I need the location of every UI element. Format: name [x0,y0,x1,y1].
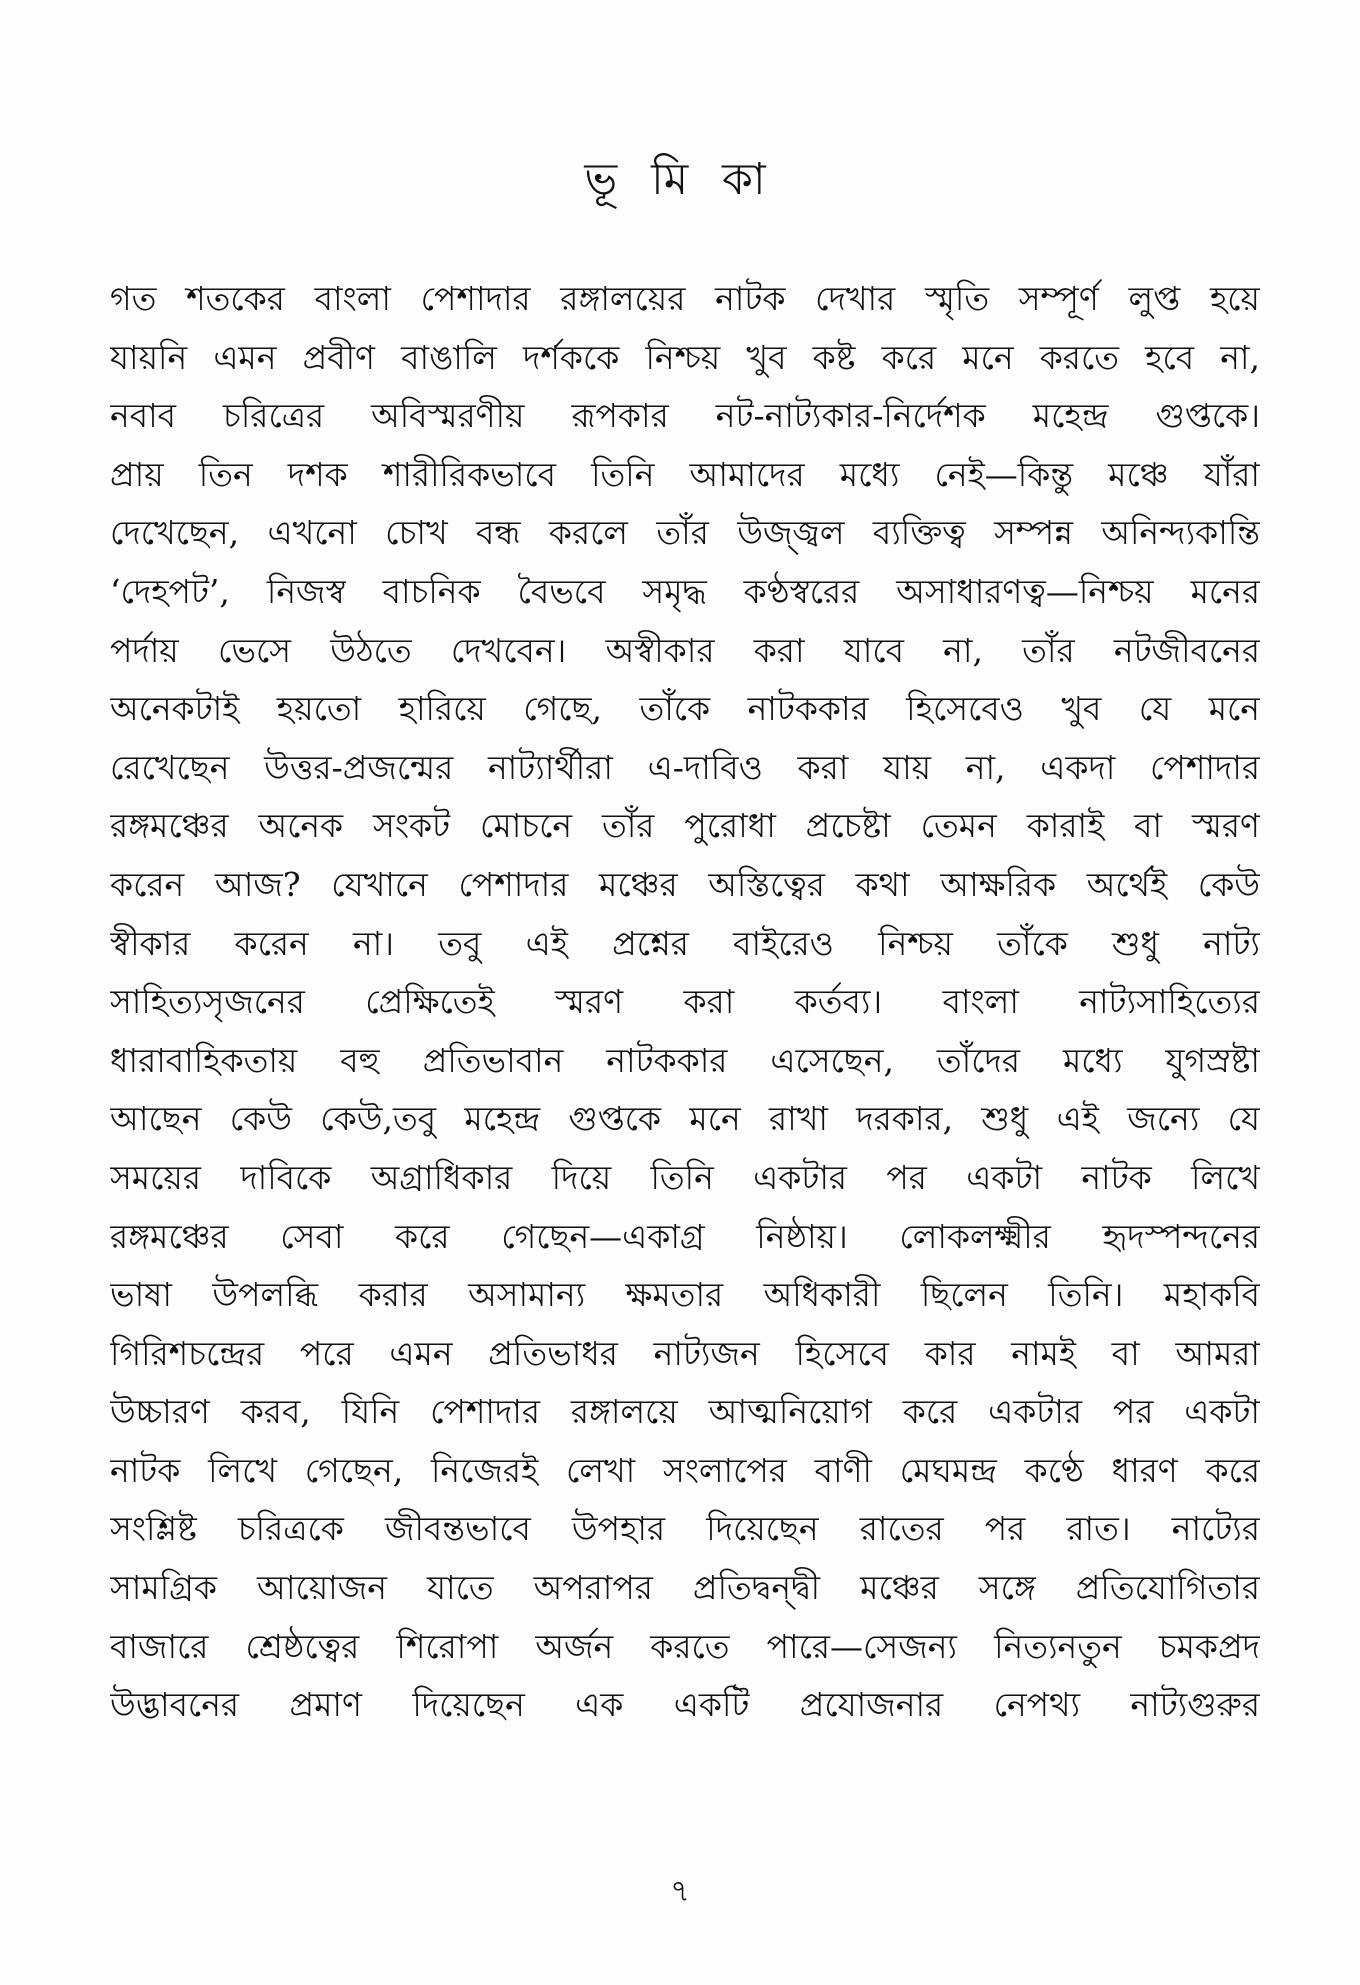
text-line: করেন আজ? যেখানে পেশাদার মঞ্চের অস্তিত্বের কথা আক্ষরিক অর্থেই কেউ [110,864,1260,904]
text-line: সংশ্লিষ্ট চরিত্রকে জীবন্তভাবে উপহার দিয়েছেন রাতের পর রাত। নাট্যের [110,1509,1260,1549]
text-line: অনেকটাই হয়তো হারিয়ে গেছে, তাঁকে নাটককার হিসেবেও খুব যে মনে [110,689,1260,729]
preface-body [110,270,1260,1735]
text-line: সময়ের দাবিকে অগ্রাধিকার দিয়ে তিনি একটার পর একটা নাটক লিখে [110,1157,1260,1197]
text-line: নবাব চরিত্রের অবিস্মরণীয় রূপকার নট-নাট্যকার-নির্দেশক মহেন্দ্র গুপ্তকে। [110,396,1260,436]
text-line: ধারাবাহিকতায় বহু প্রতিভাবান নাটককার এসেছেন, তাঁদের মধ্যে যুগস্রষ্টা [110,1040,1260,1080]
text-line: রঙ্গমঞ্চের অনেক সংকট মোচনে তাঁর পুরোধা প্রচেষ্টা তেমন কারাই বা স্মরণ [110,806,1260,846]
page-title: ভূ মি কা [584,154,776,205]
text-line: ভাষা উপলব্ধি করার অসামান্য ক্ষমতার অধিকারী ছিলেন তিনি। মহাকবি [110,1275,1260,1315]
page-number: ৭ [670,1874,690,1909]
text-line: পর্দায় ভেসে উঠতে দেখবেন। অস্বীকার করা যাবে না, তাঁর নটজীবনের [110,630,1260,670]
text-line: নাটক লিখে গেছেন, নিজেরই লেখা সংলাপের বাণী মেঘমন্দ্র কণ্ঠে ধারণ করে [110,1450,1260,1490]
text-line: সাহিত্যসৃজনের প্রেক্ষিতেই স্মরণ করা কর্তব্য। বাংলা নাট্যসাহিত্যের [110,982,1260,1022]
text-line: উদ্ভাবনের প্রমাণ দিয়েছেন এক একটি প্রযোজনার নেপথ্য নাট্যগুরুর [110,1685,1260,1725]
text-line: গিরিশচন্দ্রের পরে এমন প্রতিভাধর নাট্যজন হিসেবে কার নামই বা আমরা [110,1333,1260,1373]
text-line: রঙ্গমঞ্চের সেবা করে গেছেন—একাগ্র নিষ্ঠায়। লোকলক্ষ্মীর হৃদস্পন্দনের [110,1216,1260,1256]
text-line: প্রায় তিন দশক শারীরিকভাবে তিনি আমাদের মধ্যে নেই—কিন্তু মঞ্চে যাঁরা [110,454,1260,494]
text-line: রেখেছেন উত্তর-প্রজন্মের নাট্যার্থীরা এ-দাবিও করা যায় না, একদা পেশাদার [110,747,1260,787]
text-line: ‘দেহপট’, নিজস্ব বাচনিক বৈভবে সমৃদ্ধ কণ্ঠস্বরের অসাধারণত্ব—নিশ্চয় মনের [110,571,1260,611]
text-line: আছেন কেউ কেউ,তবু মহেন্দ্র গুপ্তকে মনে রাখা দরকার, শুধু এই জন্যে যে [110,1099,1260,1139]
text-line: বাজারে শ্রেষ্ঠত্বের শিরোপা অর্জন করতে পারে—সেজন্য নিত্যনতুন চমকপ্রদ [110,1626,1260,1666]
text-line: উচ্চারণ করব, যিনি পেশাদার রঙ্গালয়ে আত্মনিয়োগ করে একটার পর একটা [110,1392,1260,1432]
text-line: স্বীকার করেন না। তবু এই প্রশ্নের বাইরেও নিশ্চয় তাঁকে শুধু নাট্য [110,923,1260,963]
text-line: গত শতকের বাংলা পেশাদার রঙ্গালয়ের নাটক দেখার স্মৃতি সম্পূর্ণ লুপ্ত হয়ে [110,279,1260,318]
text-line: দেখেছেন, এখনো চোখ বন্ধ করলে তাঁর উজ্জ্বল ব্যক্তিত্ব সম্পন্ন অনিন্দ্যকান্তি [110,513,1260,553]
text-line: যায়নি এমন প্রবীণ বাঙালি দর্শককে নিশ্চয় খুব কষ্ট করে মনে করতে হবে না, [110,337,1260,377]
text-line: সামগ্রিক আয়োজন যাতে অপরাপর প্রতিদ্বন্দ্বী মঞ্চের সঙ্গে প্রতিযোগিতার [110,1568,1260,1608]
